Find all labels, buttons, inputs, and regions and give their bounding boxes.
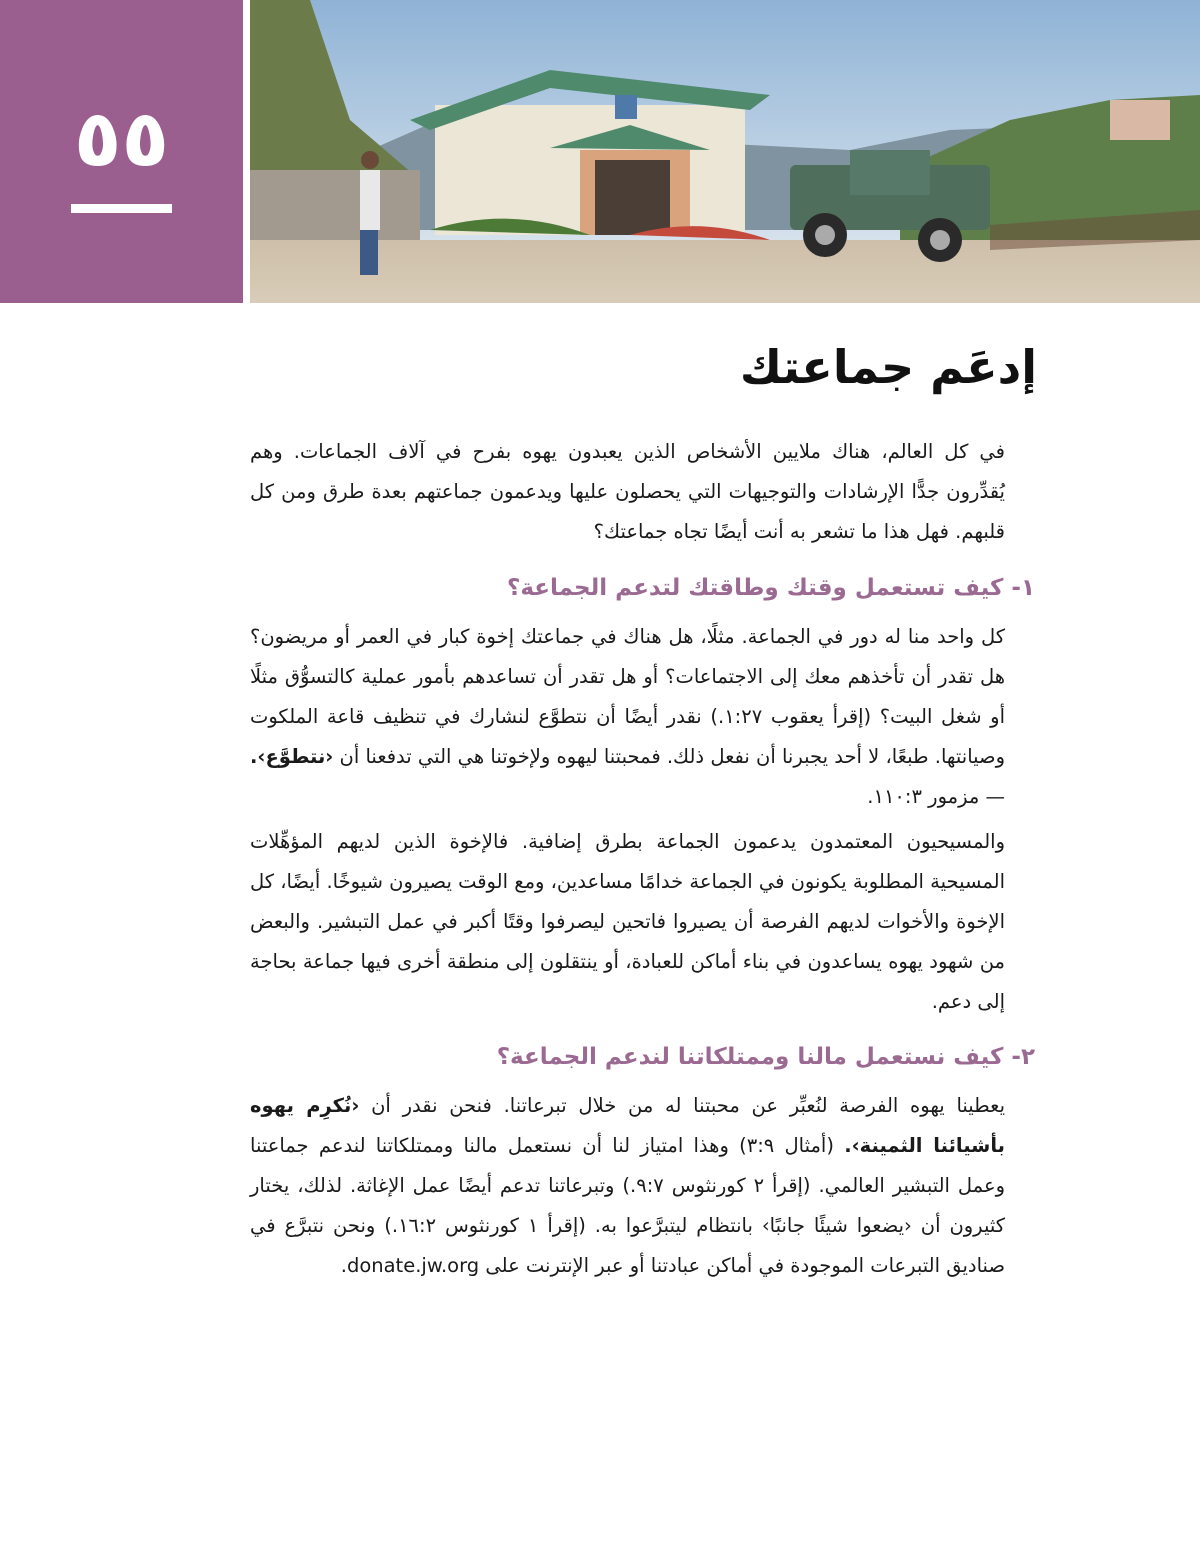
intro-paragraph: في كل العالم، هناك ملايين الأشخاص الذين يعبدون يهوه بفرح في آلاف الجماعات. وهم يُقدِّرون جدًّا الإرشادات والتوجيهات التي يحصلون عليها ويدعمون جماعتهم بعدة طرق ومن كل قلبهم. فهل هذا ما تشعر به أنت أيضًا تجاه جماعتك؟ (250, 440, 1005, 543)
text: (أمثال ٣:٩) وهذا امتياز لنا أن نستعمل مالنا وممتلكاتنا لندعم جماعتنا وعمل التبشير العالمي. (إقرأ ٢ كورنثوس ٩:٧.) وتبرعاتنا تدعم أيضًا عمل الإغاثة. لذلك، يختار كثيرون أن ‹يضعوا شيئًا جانبًا› بانتظام ليتبرَّعوا به. (إقرأ ١ كورنثوس ١٦:٢.) ونحن نتبرَّع في صناديق التبرعات الموجودة في أماكن عبادتنا أو عبر الإنترنت على donate.jw.org. (250, 1134, 1005, 1277)
text: كل واحد منا له دور في الجماعة. مثلًا، هل هناك في جماعتك إخوة كبار في العمر أو مريضون؟ هل تقدر أن تأخذهم معك إلى الاجتماعات؟ أو هل تقدر أن تساعدهم بأمور عملية كالتسوُّق مثلًا أو شغل البيت؟ (إقرأ يعقوب ١:٢٧.) نقدر أيضًا أن نتطوَّع لنشارك في تنظيف قاعة الملكوت وصيانتها. طبعًا، لا أحد يجبرنا أن نفعل ذلك. فمحبتنا ليهوه ولإخوتنا هي التي تدفعنا أن (250, 625, 1006, 768)
intro-section (250, 432, 1005, 552)
text: يعطينا يهوه الفرصة لنُعبِّر عن محبتنا له من خلال تبرعاتنا. فنحن نقدر أن (359, 1094, 1006, 1117)
section-1-paragraph-2: والمسيحيون المعتمدون يدعمون الجماعة بطرق إضافية. فالإخوة الذين لديهم المؤهِّلات المسيحية المطلوبة يكونون في الجماعة خدامًا مساعدين، ومع الوقت يصيرون شيوخًا. أيضًا، كل الإخوة والأخوات لديهم الفرصة أن يصيروا فاتحين ليصرفوا وقتًا أكبر في عمل التبشير. والبعض من شهود يهوه يساعدون في بناء أماكن للعبادة، أو ينتقلون إلى منطقة أخرى فيها جماعة بحاجة إلى دعم. (250, 830, 1005, 1013)
lesson-number: ٥٥ (73, 94, 170, 184)
page-title: إدعَم جماعتك (739, 340, 1037, 394)
section-2 (250, 1037, 1035, 1286)
lesson-number-underline (71, 204, 172, 213)
lesson-number-block (0, 0, 243, 303)
scripture-ref: — مزمور ١١٠:٣. (867, 785, 1005, 808)
section-1-paragraph-1 (250, 617, 1005, 817)
section-1 (250, 568, 1035, 1022)
kingdom-hall-photo (250, 0, 1200, 303)
section-2-paragraph-1 (250, 1086, 1005, 1286)
section-1-heading: ١- كيف تستعمل وقتك وطاقتك لتدعم الجماعة؟ (507, 575, 1035, 601)
section-2-heading: ٢- كيف نستعمل مالنا وممتلكاتنا لندعم الجماعة؟ (496, 1044, 1035, 1070)
bold-quote: ‹نتطوَّع›. (250, 745, 334, 768)
bold-quote: ‹نُكرِم يهوه بأشيائنا الثمينة›. (250, 1094, 1005, 1157)
